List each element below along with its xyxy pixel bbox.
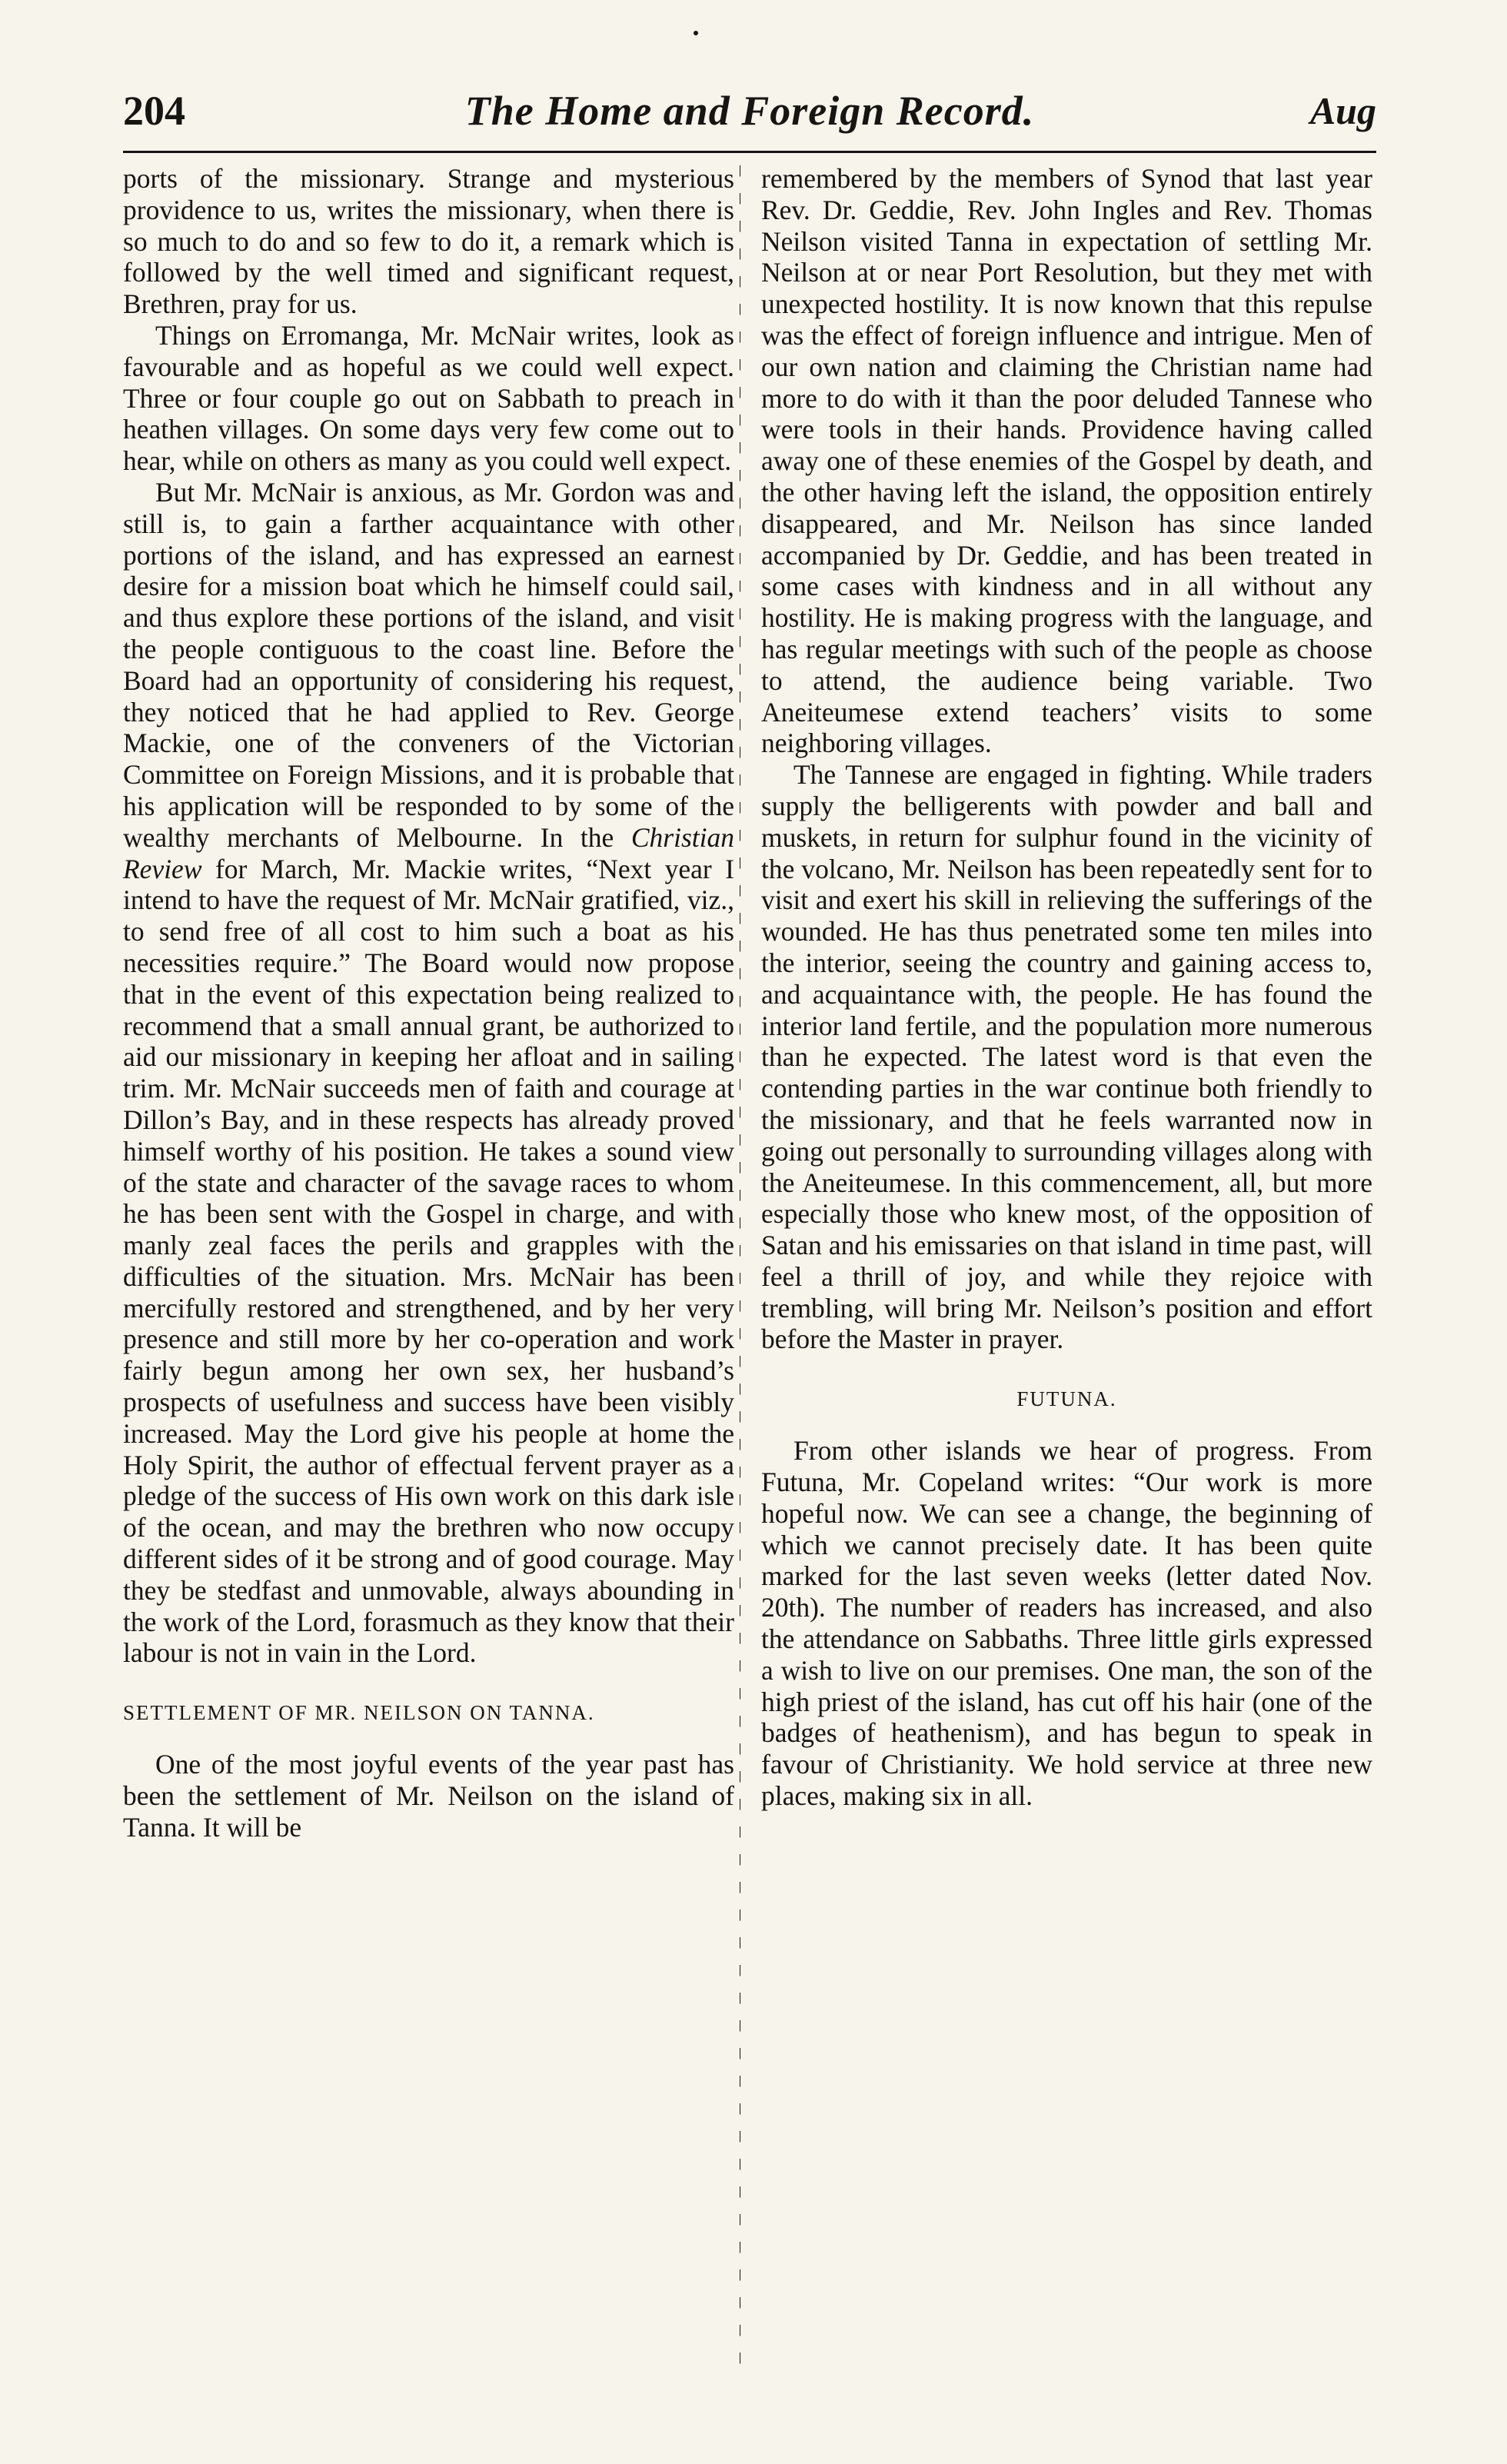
header-rule	[123, 151, 1376, 153]
print-mark	[694, 31, 698, 35]
paragraph: Things on Erromanga, Mr. McNair writes, look as favourable and as hopeful as we could well expect. Three or four couple go out on Sabbath to preach in heathen villages. On some days very few come out to hear, while on others as many as you could well expect.	[123, 319, 734, 477]
section-heading: SETTLEMENT OF MR. NEILSON ON TANNA.	[123, 1701, 595, 1725]
running-month: Aug	[1309, 89, 1376, 132]
running-header	[123, 80, 1376, 142]
page-number: 204	[123, 88, 185, 134]
paragraph: remembered by the members of Synod that last year Rev. Dr. Geddie, Rev. John Ingles and Rev. Thomas Neilson visited Tanna in expectation of settling Mr. Neilson at or near Port Resolution, but they met with unexpected hostility. It is now known that this repulse was the effect of foreign influence and intrigue. Men of our own nation and claiming the Christian name had more to do with it than the poor deluded Tannese who were tools in their hands. Providence having called away one of these enemies of the Gospel by death, and the other having left the island, the opposition entirely disappeared, and Mr. Neilson has since landed accompanied by Dr. Geddie, and has been treated in some cases with kindness and in all without any hostility. He is making progress with the language, and has regular meetings with such of the people as choose to attend, the audience being variable. Two Aneiteumese extend teachers’ visits to some neighboring villages.	[761, 163, 1372, 759]
section-heading: FUTUNA.	[1016, 1387, 1117, 1411]
paragraph-text: But Mr. McNair is anxious, as Mr. Gordon was and still is, to gain a farther acquaintance with other portions of the island, and has expressed an earnest desire for a mission boat which he himself could sail, and thus explore these portions of the island, and visit the people contiguous to the coast line. Before the Board had an opportunity of considering his request, they noticed that he had applied to Rev. George Mackie, one of the conveners of the Victorian Committee on Foreign Missions, and it is probable that his application will be responded to by some of the wealthy merchants of Melbourne. In the	[123, 476, 734, 853]
paragraph: ports of the missionary. Strange and mysterious providence to us, writes the missionary, when there is so much to do and so few to do it, a remark which is followed by the well timed and significant request, Brethren, pray for us.	[123, 163, 734, 320]
paragraph: The Tannese are engaged in fighting. While traders supply the belligerents with powder and ball and muskets, in return for sulphur found in the vicinity of the volcano, Mr. Neilson has been repeatedly sent for to visit and exert his skill in relieving the sufferings of the wounded. He has thus penetrated some ten miles into the interior, seeing the country and gaining access to, and acquaintance with, the people. He has found the interior land fertile, and the population more numerous than he expected. The latest word is that even the contending parties in the war continue both friendly to the missionary, and that he feels warranted now in going out personally to surrounding villages along with the Aneiteumese. In this commencement, all, but more especially those who knew most, of the opposition of Satan and his emissaries on that island in time past, will feel a thrill of joy, and while they rejoice with trembling, will bring Mr. Neilson’s position and effort before the Master in prayer.	[761, 759, 1372, 1355]
paragraph: From other islands we hear of progress. From Futuna, Mr. Copeland writes: “Our work is more hopeful now. We can see a change, the beginning of which we cannot precisely date. It has been quite marked for the last seven weeks (letter dated Nov. 20th). The number of readers has increased, and also the attendance on Sabbaths. Three little girls expressed a wish to live on our premises. One man, the son of the high priest of the island, has cut off his hair (one of the badges of heathenism), and has begun to speak in favour of Christianity. We hold service at three new places, making six in all.	[761, 1435, 1372, 1812]
paragraph	[123, 477, 734, 1669]
running-title: The Home and Foreign Record.	[464, 88, 1035, 134]
periodical-title: Christian Review	[123, 821, 734, 884]
left-column	[123, 163, 734, 1843]
paragraph-text: for March, Mr. Mackie writes, “Next year I intend to have the request of Mr. McNair gratified, viz., to send free of all cost to him such a boat as his necessities require.” The Board would now propose that in the event of this expectation being realized to recommend that a small annual grant, be authorized to aid our missionary in keeping her afloat and in sailing trim. Mr. McNair succeeds men of faith and courage at Dillon’s Bay, and in these respects has already proved himself worthy of his position. He takes a sound view of the state and character of the savage races to whom he has been sent with the Gospel in charge, and with manly zeal faces the perils and grapples with the difficulties of the situation. Mrs. McNair has been mercifully restored and strengthened, and by her very presence and still more by her co-operation and work fairly begun among her own sex, her husband’s prospects of usefulness and success have been visibly increased. May the Lord give his people at home the Holy Spirit, the author of effectual fervent prayer as a pledge of the success of His own work on this dark isle of the ocean, and may the brethren who now occupy different sides of it be strong and of good courage. May they be stedfast and unmovable, always abounding in the work of the Lord, forasmuch as they know that their labour is not in vain in the Lord.	[123, 853, 734, 1669]
right-column	[761, 163, 1372, 1812]
paragraph: One of the most joyful events of the year past has been the settlement of Mr. Neilson on the island of Tanna. It will be	[123, 1749, 734, 1843]
